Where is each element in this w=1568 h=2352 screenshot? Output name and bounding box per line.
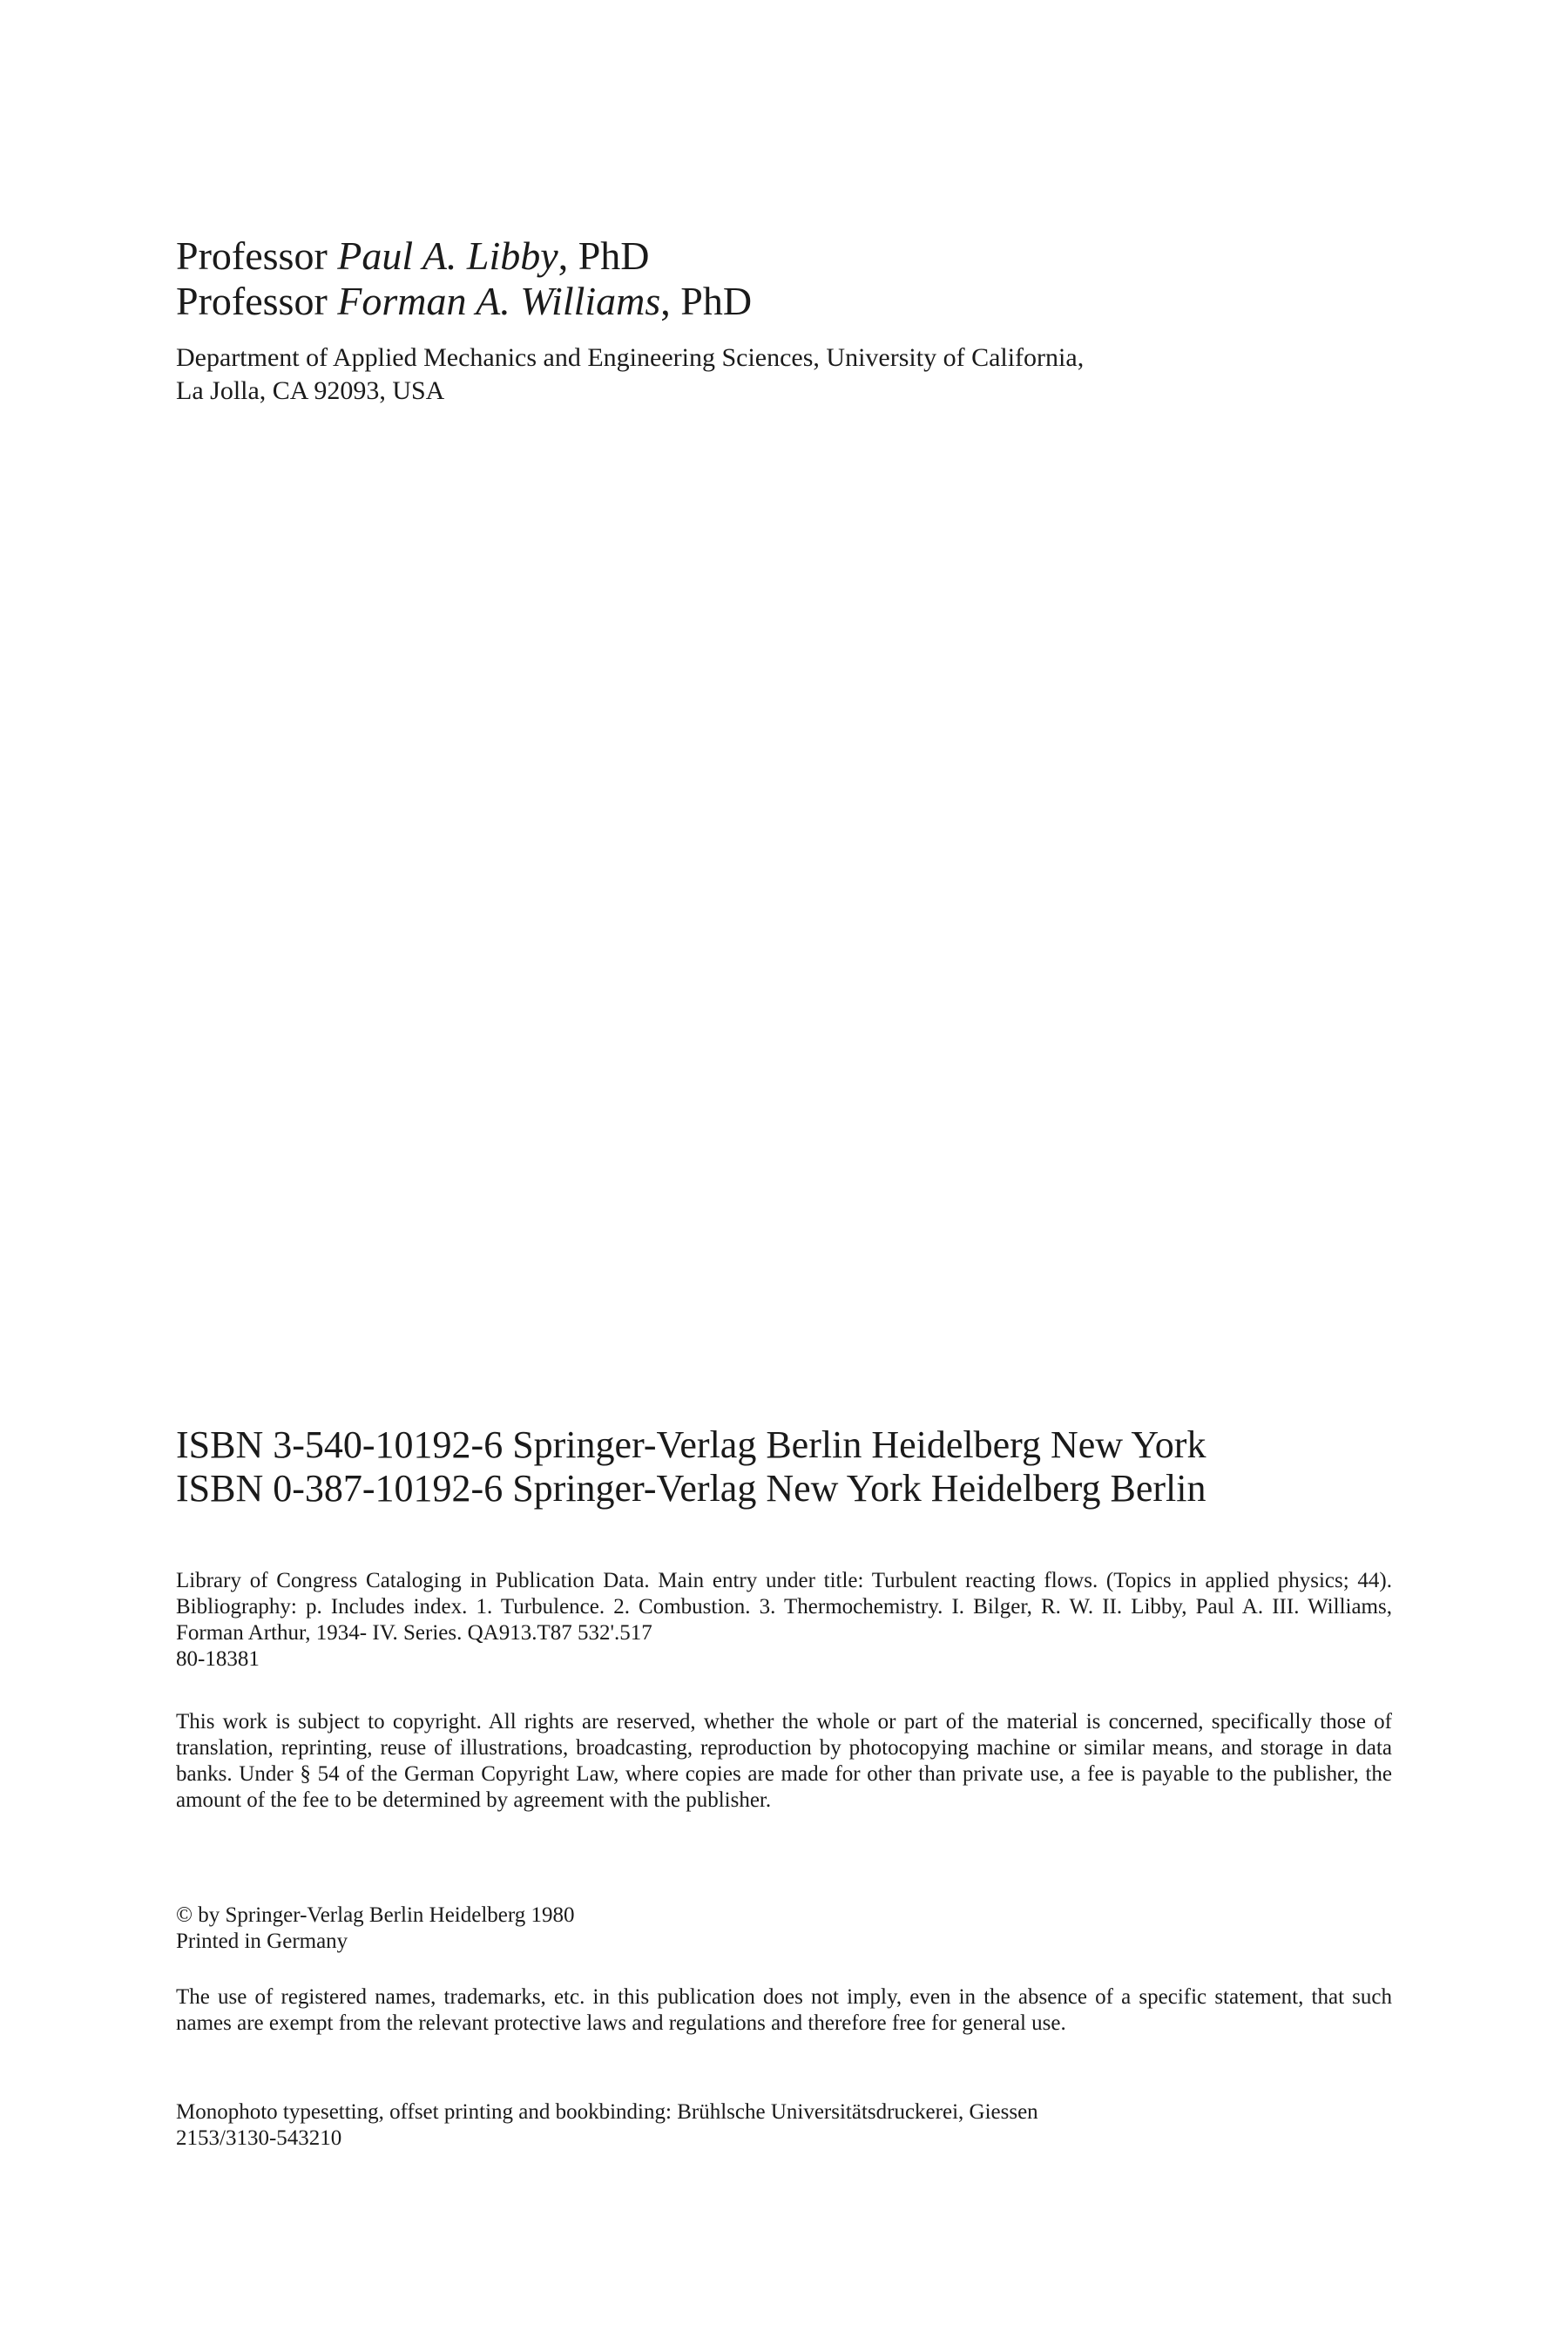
isbn-line-2: ISBN 0-387-10192-6 Springer-Verlag New York Heidelberg Berlin (176, 1467, 1206, 1510)
print-code: 2153/3130-543210 (176, 2126, 342, 2150)
affiliation-line-1: Department of Applied Mechanics and Engineering Sciences, University of California, (176, 343, 1085, 372)
isbn-line-1: ISBN 3-540-10192-6 Springer-Verlag Berlin Heidelberg New York (176, 1423, 1206, 1466)
copyright-notice: This work is subject to copyright. All rights are reserved, whether the whole or part of the material is concerned, specifically those of translation, reprinting, reuse of illustrations, broadcasting, reproduction by photocopying machine or similar means, and storage in data banks. Under § 54 of the German Copyright Law, where copies are made for other than private use, a fee is payable to the publisher, the amount of the fee to be determined by agreement with the publisher. (176, 1710, 1392, 1812)
affiliation (176, 341, 1396, 408)
affiliation-line-2: La Jolla, CA 92093, USA (176, 376, 445, 405)
cataloging-text: Library of Congress Cataloging in Publication Data. Main entry under title: Turbulent reacting flows. (Topics in applied physics; 44). Bibliography: p. Includes index. 1. Turbulence. 2. Combustion. 3. Thermochemistry. I. Bilger, R. W. II. Libby, Paul A. III. Williams, Forman Arthur, 1934- IV. Series. QA913.T87 532'.517 (176, 1569, 1392, 1645)
author-block (176, 233, 1396, 408)
author-title: Professor (176, 233, 338, 278)
copyright-mark (176, 1903, 1392, 1955)
printed-in: Printed in Germany (176, 1930, 348, 1953)
author-name: Paul A. Libby (337, 233, 558, 278)
author-degree: , PhD (660, 279, 753, 323)
cataloging-data (176, 1568, 1392, 1673)
author-name: Forman A. Williams (337, 279, 661, 323)
author-line-1 (176, 233, 1396, 279)
author-degree: , PhD (558, 233, 650, 278)
printer-line: Monophoto typesetting, offset printing and bookbinding: Brühlsche Universitätsdruckerei, Giessen (176, 2100, 1038, 2124)
isbn-block (176, 1423, 1413, 1511)
author-title: Professor (176, 279, 338, 323)
copyright-holder: © by Springer-Verlag Berlin Heidelberg 1980 (176, 1903, 575, 1927)
author-line-2 (176, 279, 1396, 324)
printer-info (176, 2099, 1392, 2152)
cataloging-number: 80-18381 (176, 1647, 260, 1671)
trademark-notice: The use of registered names, trademarks, etc. in this publication does not imply, even in the absence of a specific statement, that such names are exempt from the relevant protective laws and regulations and therefore free for general use. (176, 1985, 1392, 2035)
